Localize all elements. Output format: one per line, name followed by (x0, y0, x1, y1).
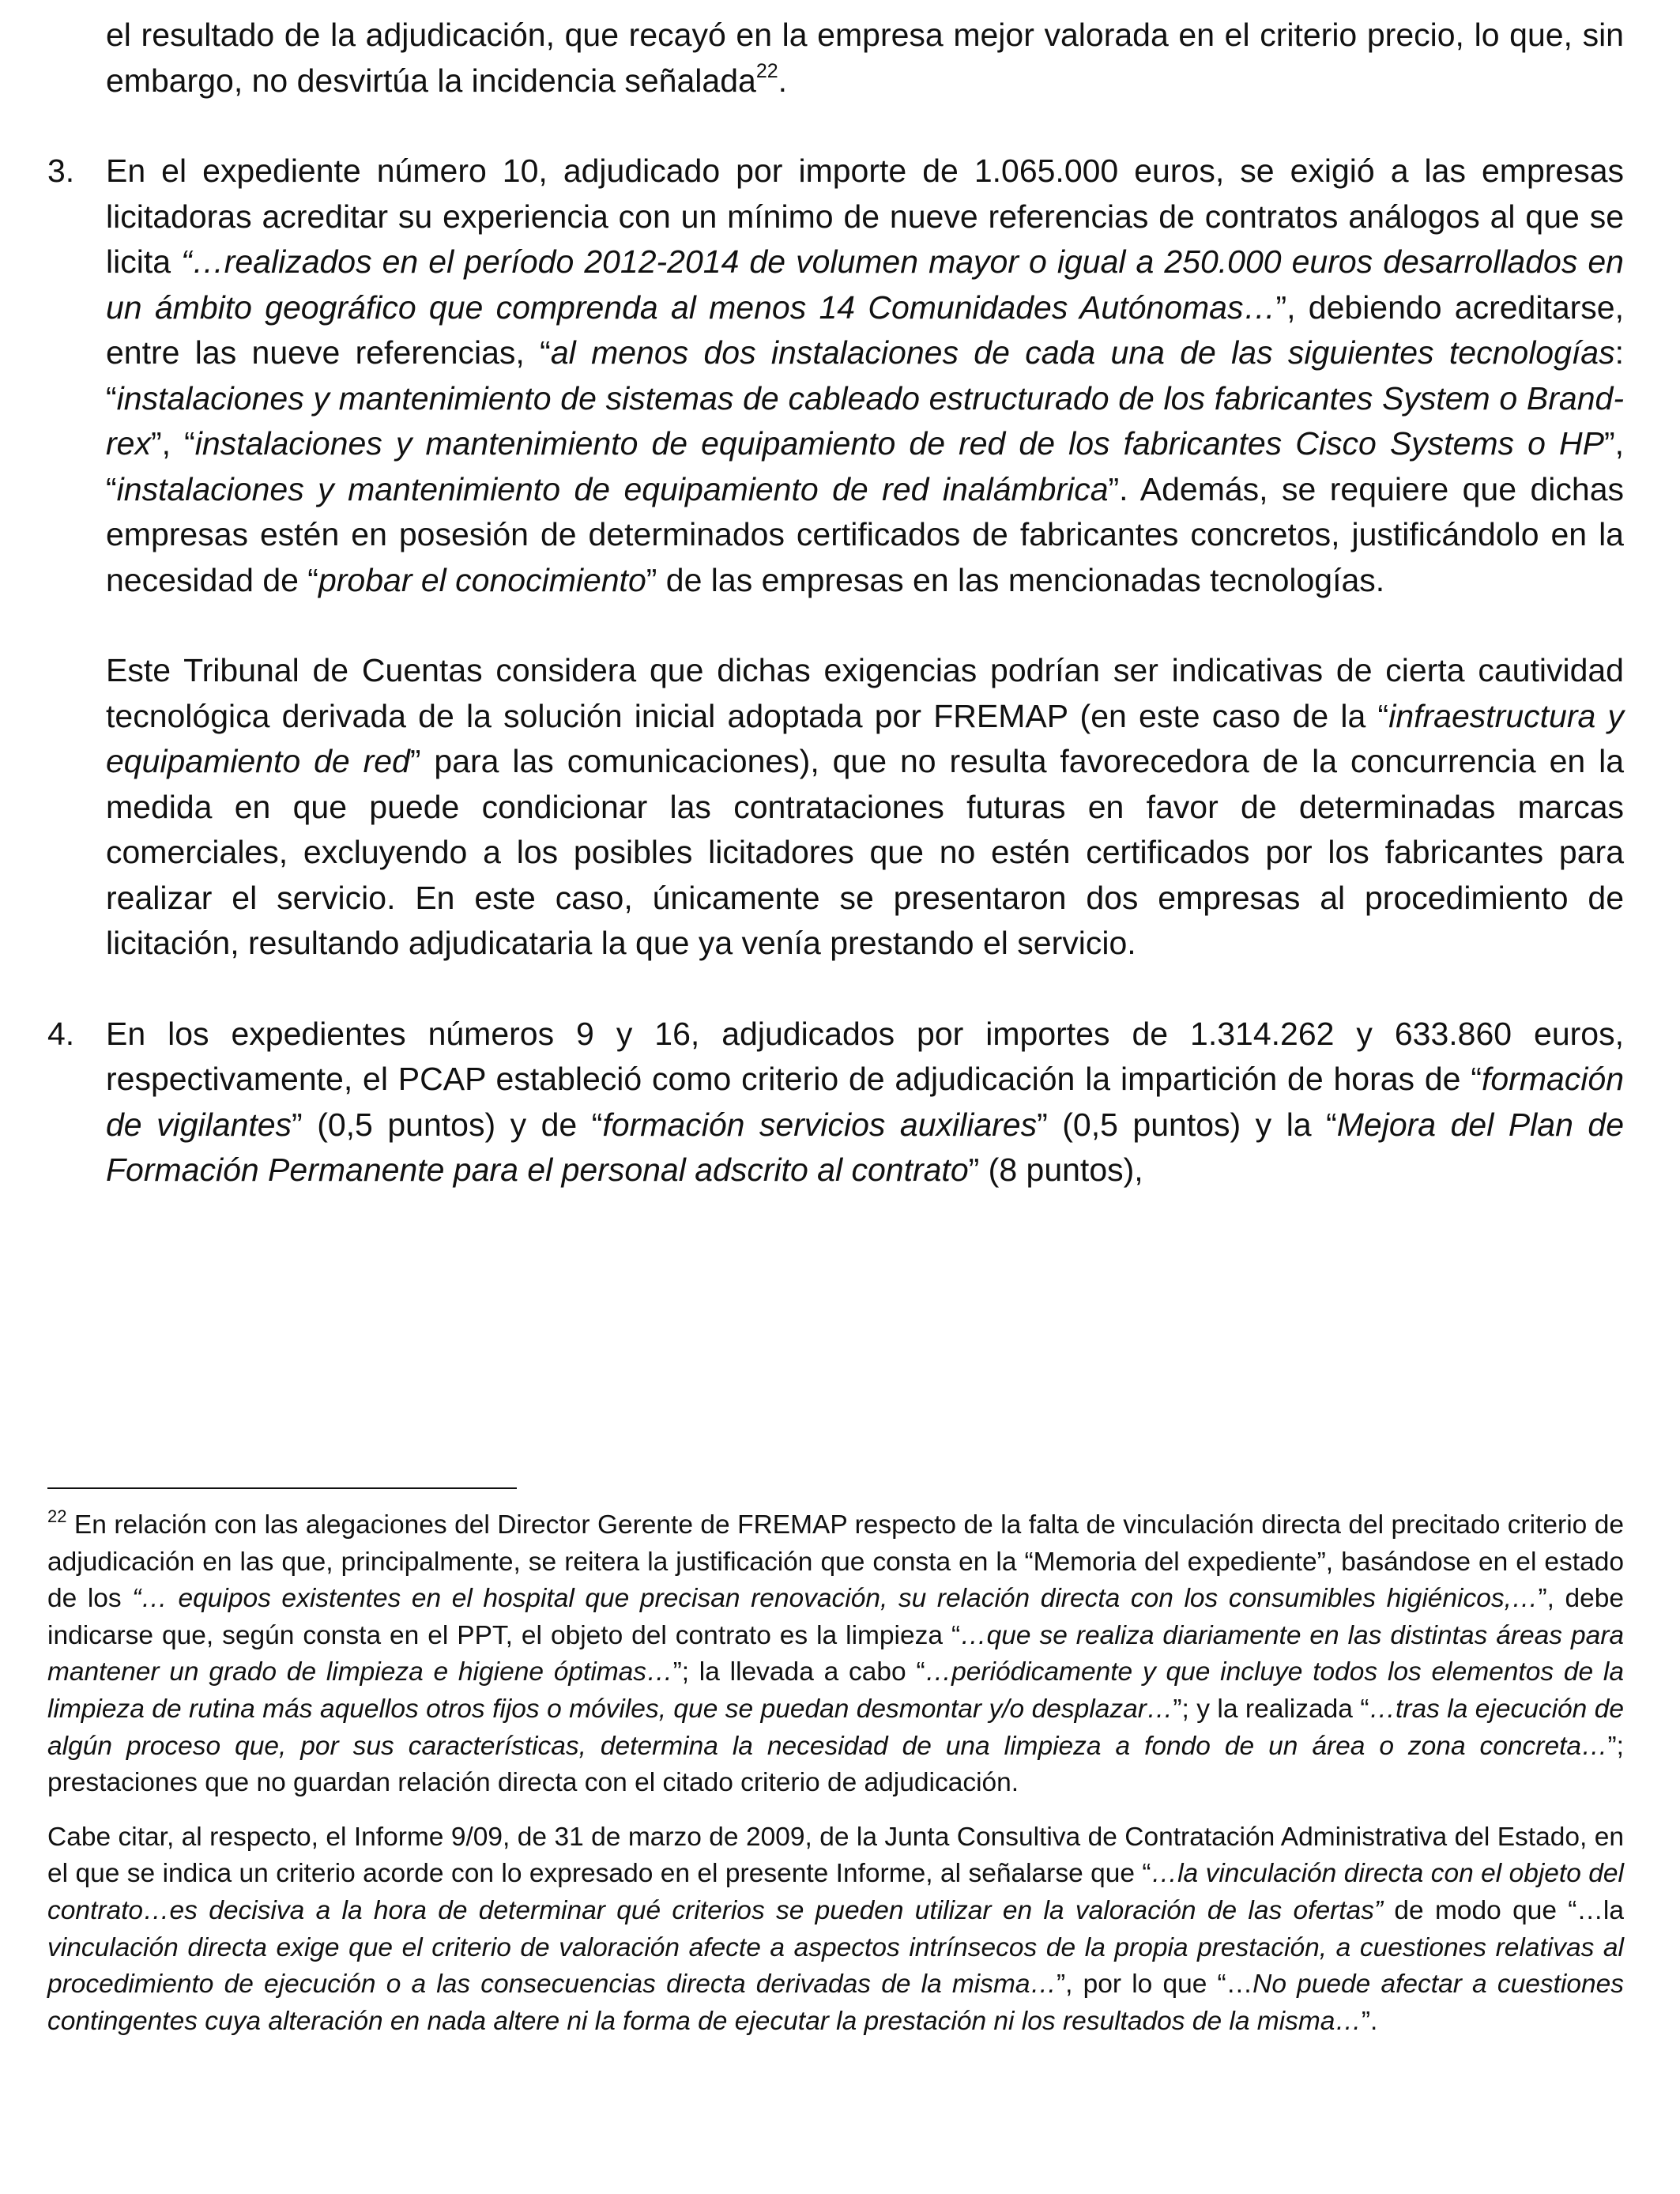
intro-paragraph (47, 13, 1624, 104)
footnote-22-paragraph-2: Cabe citar, al respecto, el Informe 9/09, de 31 de marzo de 2009, de la Junta Consultiva de Contratación Administrativa del Estado, en el que se indica un criterio acorde con lo expresado en el presente Informe, al señalarse que “…la vinculación directa con el objeto del contrato…es decisiva a la hora de determinar qué criterios se pueden utilizar en la valoración de las ofertas” de modo que “…la vinculación directa exige que el criterio de valoración afecte a aspectos intrínsecos de la propia prestación, a cuestiones relativas al procedimiento de ejecución o a las consecuencias directa derivadas de la misma…”, por lo que “…No puede afectar a cuestiones contingentes cuya alteración en nada altere ni la forma de ejecutar la prestación ni los resultados de la misma…”. (47, 1822, 1625, 2036)
intro-text: el resultado de la adjudicación, que recayó en la empresa mejor valorada en el criterio precio, lo que, sin embargo, no desvirtúa la incidencia señalada (106, 17, 1624, 99)
list-item-3 (47, 149, 1624, 967)
footnotes (47, 1507, 1624, 2040)
footnote-22-paragraph-1: $^{22}$ En relación con las alegaciones del Director Gerente de FREMAP respecto de la falta de vinculación directa del precitado criterio de adjudicación en las que, principalmente, se reitera la justificación que consta en la “Memoria del expediente”, basándose en el estado de los “… equipos existentes en el hospital que precisan renovación, su relación directa con los consumibles higiénicos,…”, debe indicarse que, según consta en el PPT, el objeto del contrato es la limpieza “…que se realiza diariamente en las distintas áreas para mantener un grado de limpieza e higiene óptimas…”; la llevada a cabo “…periódicamente y que incluye todos los elementos de la limpieza de rutina más aquellos otros fijos o móviles, que se puedan desmontar y/o desplazar…”; y la realizada “…tras la ejecución de algún proceso que, por sus características, determina la necesidad de una limpieza a fondo de un área o zona concreta…”; prestaciones que no guardan relación directa con el citado criterio de adjudicación. (47, 1506, 1625, 1798)
list-item-4 (47, 1012, 1624, 1193)
main-text (47, 13, 1624, 1193)
intro-text-end: . (778, 62, 788, 99)
footnote-number: 22 (47, 1506, 67, 1526)
list-number: 4. (47, 1015, 75, 1052)
spacer (47, 967, 1624, 1012)
footnote-reference[interactable]: 22 (755, 59, 778, 82)
item3-paragraph-1: En el expediente número 10, adjudicado por importe de 1.065.000 euros, se exigió a las empresas licitadoras acreditar su experiencia con un mínimo de nueve referencias de contratos análogos al que se licita “…realizados en el período 2012-2014 de volumen mayor o igual a 250.000 euros desarrollados en un ámbito geográfico que comprenda al menos 14 Comunidades Autónomas…”, debiendo acreditarse, entre las nueve referencias, “al menos dos instalaciones de cada una de las siguientes tecnologías: “instalaciones y mantenimiento de sistemas de cableado estructurado de los fabricantes System o Brand-rex”, “instalaciones y mantenimiento de equipamiento de red de los fabricantes Cisco Systems o HP”, “instalaciones y mantenimiento de equipamiento de red inalámbrica”. Además, se requiere que dichas empresas estén en posesión de determinados certificados de fabricantes concretos, justificándolo en la necesidad de “probar el conocimiento” de las empresas en las mencionadas tecnologías. (106, 153, 1625, 598)
item3-paragraph-2: Este Tribunal de Cuentas considera que dichas exigencias podrían ser indicativas de cierta cautividad tecnológica derivada de la solución inicial adoptada por FREMAP (en este caso de la “infraestructura y equipamiento de red” para las comunicaciones), que no resulta favorecedora de la concurrencia en la medida en que puede condicionar las contrataciones futuras en favor de determinadas marcas comerciales, excluyendo a los posibles licitadores que no estén certificados por los fabricantes para realizar el servicio. En este caso, únicamente se presentaron dos empresas al procedimiento de licitación, resultando adjudicataria la que ya venía prestando el servicio. (106, 652, 1625, 961)
spacer (47, 1802, 1624, 1819)
item4-paragraph: En los expedientes números 9 y 16, adjudicados por importes de 1.314.262 y 633.860 euros, respectivamente, el PCAP estableció como criterio de adjudicación la impartición de horas de “formación de vigilantes” (0,5 puntos) y de “formación servicios auxiliares” (0,5 puntos) y la “Mejora del Plan de Formación Permanente para el personal adscrito al contrato” (8 puntos), (106, 1015, 1625, 1188)
spacer (47, 104, 1624, 149)
footnote-separator (47, 1487, 517, 1489)
spacer (106, 603, 1624, 648)
list-number: 3. (47, 153, 75, 189)
